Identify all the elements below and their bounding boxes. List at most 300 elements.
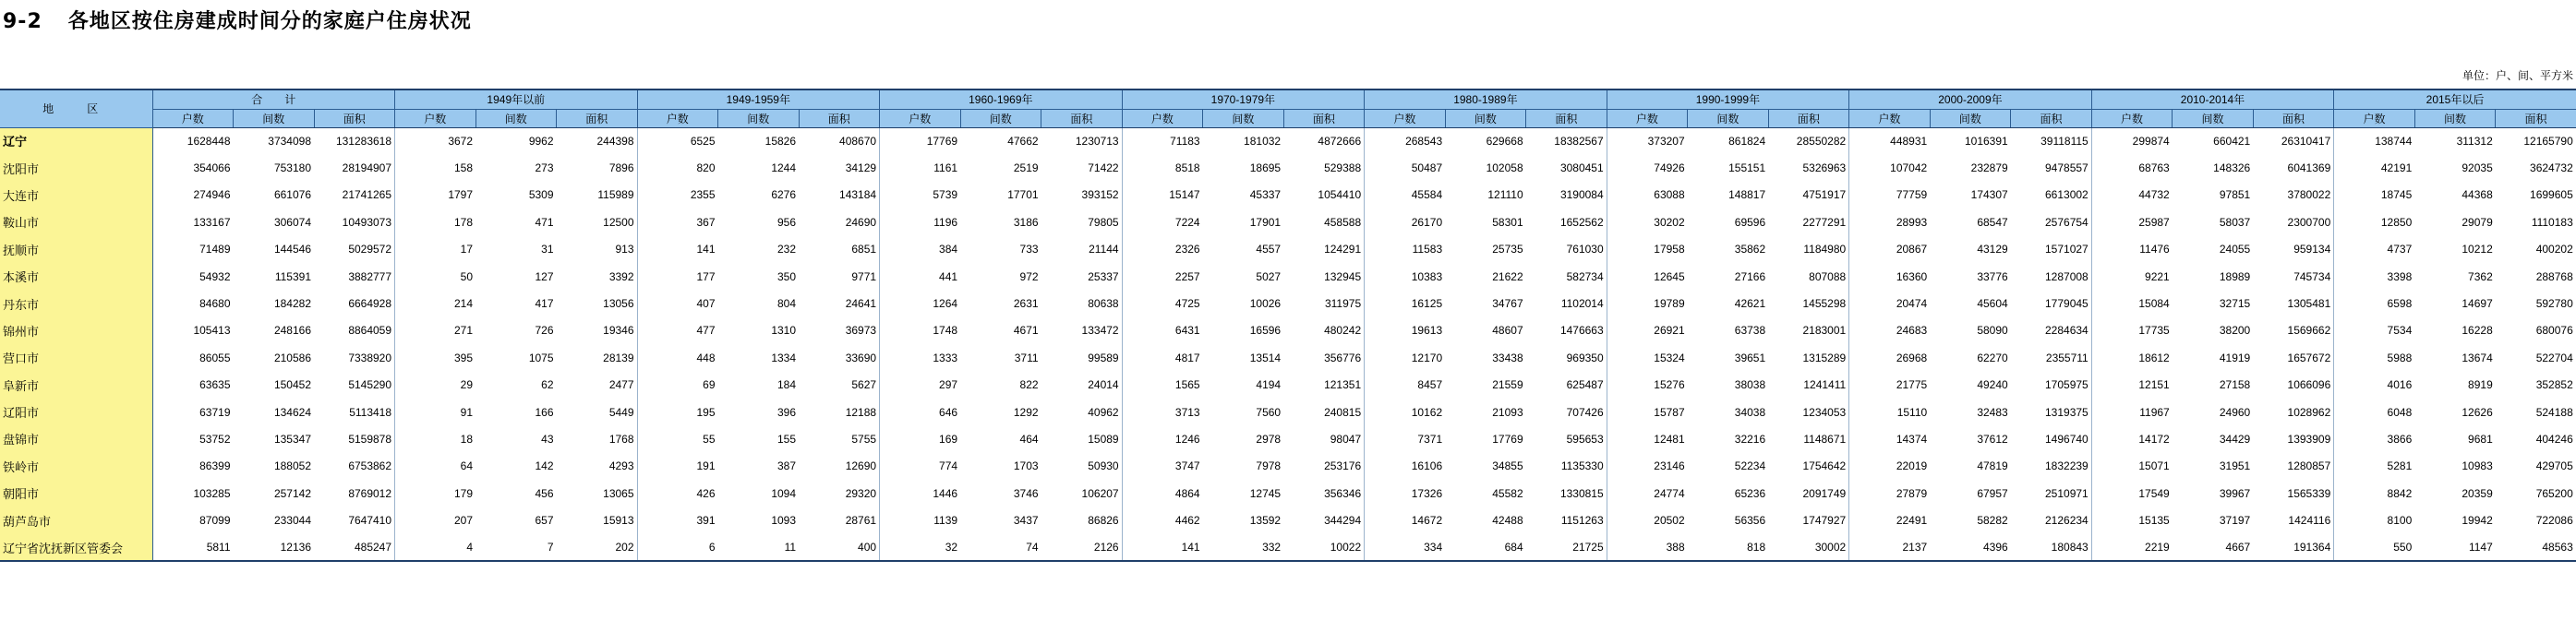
value-cell: 20474 (1896, 297, 1928, 311)
value-cell: 127 (535, 269, 554, 283)
period-group-header: 1949年以前 (395, 89, 638, 109)
value-cell: 17958 (1654, 243, 1685, 256)
value-cell: 1184980 (1768, 236, 1849, 263)
value-cell: 288768 (2496, 263, 2576, 290)
value-cell: 92035 (2462, 161, 2493, 175)
value-cell: 56356 (1734, 514, 1766, 528)
value-cell: 2284634 (2011, 317, 2092, 344)
value-cell: 352852 (2496, 372, 2576, 399)
value-cell: 1094 (771, 486, 797, 500)
value-cell: 45584 (1411, 188, 1443, 202)
value-cell: 115989 (557, 182, 638, 209)
measure-subheader: 户数 (880, 109, 961, 127)
value-cell: 387 (777, 459, 797, 473)
value-cell: 86399 (199, 459, 231, 473)
value-cell: 19346 (557, 317, 638, 344)
value-cell: 15787 (1654, 405, 1685, 419)
value-cell: 393152 (1041, 182, 1123, 209)
value-cell: 97851 (2219, 188, 2251, 202)
value-cell: 29320 (799, 480, 880, 507)
value-cell: 12850 (2380, 215, 2413, 229)
value-cell: 133167 (193, 215, 231, 229)
value-cell: 6431 (1174, 324, 1200, 338)
value-cell: 2355 (690, 188, 716, 202)
value-cell: 2219 (2091, 534, 2173, 561)
value-cell: 138744 (2375, 134, 2413, 148)
table-row (0, 209, 2576, 235)
value-cell: 50930 (1041, 453, 1123, 480)
value-cell: 707426 (1526, 399, 1607, 425)
value-cell: 3882777 (314, 263, 395, 290)
value-cell: 20867 (1896, 243, 1928, 256)
table-header (0, 89, 2576, 127)
value-cell: 184282 (273, 297, 311, 311)
value-cell: 71422 (1041, 154, 1123, 181)
value-cell: 299874 (2132, 134, 2170, 148)
value-cell: 6753862 (314, 453, 395, 480)
value-cell: 20502 (1654, 514, 1685, 528)
value-cell: 1147 (2414, 534, 2496, 561)
table-row (0, 236, 2576, 263)
measure-subheader: 间数 (718, 109, 800, 127)
value-cell: 13065 (557, 480, 638, 507)
value-cell: 12481 (1654, 432, 1685, 446)
value-cell: 1779045 (2011, 290, 2092, 316)
period-group-header: 1990-1999年 (1607, 89, 1849, 109)
value-cell: 39118115 (2011, 127, 2092, 154)
value-cell: 178 (454, 215, 474, 229)
value-cell: 158 (454, 161, 474, 175)
value-cell: 133472 (1041, 317, 1123, 344)
value-cell: 25735 (1492, 243, 1523, 256)
value-cell: 7647410 (314, 507, 395, 533)
measure-subheader: 户数 (152, 109, 234, 127)
value-cell: 15110 (1896, 405, 1928, 419)
value-cell: 69596 (1734, 215, 1766, 229)
value-cell: 33776 (1977, 269, 2008, 283)
value-cell: 2257 (1174, 269, 1200, 283)
value-cell: 2631 (1013, 297, 1039, 311)
value-cell: 1754642 (1768, 453, 1849, 480)
value-cell: 99589 (1041, 344, 1123, 371)
value-cell: 38200 (2219, 324, 2251, 338)
period-group-header: 1949-1959年 (637, 89, 880, 109)
value-cell: 5739 (933, 188, 958, 202)
region-name-cell: 鞍山市 (0, 209, 152, 235)
value-cell: 384 (939, 243, 958, 256)
value-cell: 2510971 (2011, 480, 2092, 507)
value-cell: 107042 (1890, 161, 1928, 175)
value-cell: 42191 (2380, 161, 2413, 175)
value-cell: 350 (777, 269, 797, 283)
value-cell: 253176 (1283, 453, 1365, 480)
value-cell: 155 (777, 432, 797, 446)
value-cell: 34767 (1492, 297, 1523, 311)
value-cell: 956 (777, 215, 797, 229)
value-cell: 441 (939, 269, 958, 283)
value-cell: 141 (1122, 534, 1203, 561)
value-cell: 1334 (771, 351, 797, 364)
value-cell: 87099 (199, 514, 231, 528)
value-cell: 400202 (2496, 236, 2576, 263)
value-cell: 5326963 (1768, 154, 1849, 181)
header-row-groups (0, 89, 2576, 109)
measure-subheader: 间数 (1930, 109, 2011, 127)
value-cell: 4396 (1930, 534, 2011, 561)
value-cell: 1054410 (1283, 182, 1365, 209)
measure-subheader: 户数 (1122, 109, 1203, 127)
value-cell: 71183 (1170, 134, 1200, 148)
value-cell: 5309 (528, 188, 554, 202)
value-cell: 592780 (2496, 290, 2576, 316)
value-cell: 24014 (1041, 372, 1123, 399)
value-cell: 11 (718, 534, 800, 561)
value-cell: 18 (460, 432, 474, 446)
value-cell: 1305481 (2253, 290, 2334, 316)
value-cell: 7362 (2468, 269, 2493, 283)
value-cell: 207 (454, 514, 474, 528)
value-cell: 65236 (1734, 486, 1766, 500)
value-cell: 400 (799, 534, 880, 561)
value-cell: 34129 (799, 154, 880, 181)
value-cell: 14672 (1411, 514, 1443, 528)
value-cell: 45582 (1492, 486, 1523, 500)
value-cell: 150452 (273, 378, 311, 392)
value-cell: 10162 (1411, 405, 1443, 419)
measure-subheader: 面积 (1526, 109, 1607, 127)
value-cell: 595653 (1526, 425, 1607, 452)
period-group-header: 2010-2014年 (2091, 89, 2334, 109)
value-cell: 22019 (1896, 459, 1928, 473)
value-cell: 14374 (1896, 432, 1928, 446)
value-cell: 11583 (1412, 243, 1443, 256)
value-cell: 9962 (528, 134, 554, 148)
value-cell: 1135330 (1526, 453, 1607, 480)
value-cell: 29079 (2462, 215, 2493, 229)
value-cell: 1705975 (2011, 372, 2092, 399)
region-name-cell: 辽阳市 (0, 399, 152, 425)
value-cell: 155151 (1728, 161, 1766, 175)
value-cell: 13056 (557, 290, 638, 316)
value-cell: 1455298 (1768, 290, 1849, 316)
value-cell: 1315289 (1768, 344, 1849, 371)
value-cell: 1244 (771, 161, 797, 175)
value-cell: 1657672 (2253, 344, 2334, 371)
value-cell: 765200 (2496, 480, 2576, 507)
value-cell: 25337 (1041, 263, 1123, 290)
table-row (0, 507, 2576, 533)
value-cell: 195 (696, 405, 716, 419)
value-cell: 1196 (933, 215, 958, 229)
value-cell: 1280857 (2253, 453, 2334, 480)
value-cell: 86826 (1041, 507, 1123, 533)
value-cell: 248166 (273, 324, 311, 338)
value-cell: 2091749 (1768, 480, 1849, 507)
table-row (0, 290, 2576, 316)
value-cell: 485247 (314, 534, 395, 561)
value-cell: 3186 (1013, 215, 1039, 229)
value-cell: 15324 (1654, 351, 1685, 364)
value-cell: 45604 (1977, 297, 2008, 311)
value-cell: 477 (696, 324, 716, 338)
value-cell: 12188 (799, 399, 880, 425)
value-cell: 388 (1607, 534, 1688, 561)
value-cell: 1496740 (2011, 425, 2092, 452)
value-cell: 7224 (1174, 215, 1200, 229)
value-cell: 30002 (1768, 534, 1849, 561)
value-cell: 12151 (2138, 378, 2170, 392)
value-cell: 39967 (2219, 486, 2251, 500)
value-cell: 131283618 (314, 127, 395, 154)
value-cell: 9771 (799, 263, 880, 290)
table-row (0, 453, 2576, 480)
value-cell: 24690 (799, 209, 880, 235)
value-cell: 1148671 (1768, 425, 1849, 452)
value-cell: 1832239 (2011, 453, 2092, 480)
table-row (0, 317, 2576, 344)
value-cell: 174307 (1970, 188, 2008, 202)
value-cell: 5755 (799, 425, 880, 452)
measure-subheader: 面积 (2253, 109, 2334, 127)
value-cell: 2576754 (2011, 209, 2092, 235)
measure-subheader: 间数 (1688, 109, 1769, 127)
table-body (0, 127, 2576, 561)
value-cell: 18745 (2380, 188, 2413, 202)
value-cell: 404246 (2496, 425, 2576, 452)
value-cell: 311312 (2456, 134, 2493, 148)
value-cell: 3866 (2387, 432, 2413, 446)
value-cell: 969350 (1526, 344, 1607, 371)
value-cell: 1703 (1013, 459, 1039, 473)
measure-subheader: 间数 (1203, 109, 1284, 127)
value-cell: 7534 (2387, 324, 2413, 338)
value-cell: 53752 (199, 432, 231, 446)
value-cell: 50487 (1411, 161, 1443, 175)
value-cell: 332 (1203, 534, 1284, 561)
value-cell: 188052 (273, 459, 311, 473)
value-cell: 210586 (273, 351, 311, 364)
value-cell: 25987 (2138, 215, 2170, 229)
value-cell: 753180 (273, 161, 311, 175)
value-cell: 733 (1019, 243, 1039, 256)
value-cell: 5281 (2387, 459, 2413, 473)
value-cell: 30202 (1654, 215, 1685, 229)
measure-subheader: 面积 (2011, 109, 2092, 127)
region-name-cell: 朝阳市 (0, 480, 152, 507)
value-cell: 15147 (1169, 188, 1200, 202)
value-cell: 19789 (1654, 297, 1685, 311)
value-cell: 5811 (152, 534, 234, 561)
value-cell: 629668 (1486, 134, 1523, 148)
value-cell: 4671 (1013, 324, 1039, 338)
value-cell: 726 (535, 324, 554, 338)
value-cell: 43 (541, 432, 554, 446)
value-cell: 1139 (933, 514, 958, 528)
value-cell: 44732 (2138, 188, 2170, 202)
value-cell: 7338920 (314, 344, 395, 371)
value-cell: 6664928 (314, 290, 395, 316)
value-cell: 214 (454, 297, 474, 311)
value-cell: 2137 (1849, 534, 1931, 561)
value-cell: 12136 (234, 534, 315, 561)
value-cell: 1569662 (2253, 317, 2334, 344)
value-cell: 103285 (193, 486, 231, 500)
value-cell: 58037 (2219, 215, 2251, 229)
table-row (0, 344, 2576, 371)
value-cell: 32 (880, 534, 961, 561)
value-cell: 1241411 (1768, 372, 1849, 399)
measure-subheader: 面积 (1283, 109, 1365, 127)
value-cell: 50 (460, 269, 474, 283)
value-cell: 15826 (764, 134, 797, 148)
value-cell: 774 (939, 459, 958, 473)
value-cell: 240815 (1283, 399, 1365, 425)
value-cell: 3437 (1013, 514, 1039, 528)
value-cell: 448931 (1890, 134, 1928, 148)
value-cell: 660421 (2213, 134, 2251, 148)
value-cell: 27166 (1734, 269, 1766, 283)
value-cell: 34855 (1492, 459, 1523, 473)
value-cell: 21775 (1896, 378, 1928, 392)
value-cell: 15089 (1041, 425, 1123, 452)
value-cell: 12626 (2462, 405, 2493, 419)
region-name-cell: 大连市 (0, 182, 152, 209)
page-title (3, 6, 472, 34)
measure-subheader: 间数 (2414, 109, 2496, 127)
period-group-header: 1960-1969年 (880, 89, 1123, 109)
measure-subheader: 面积 (314, 109, 395, 127)
value-cell: 3190084 (1526, 182, 1607, 209)
value-cell: 1161 (933, 161, 958, 175)
value-cell: 9681 (2468, 432, 2493, 446)
value-cell: 55 (703, 432, 716, 446)
value-cell: 34038 (1734, 405, 1766, 419)
value-cell: 4751917 (1768, 182, 1849, 209)
value-cell: 17326 (1411, 486, 1443, 500)
value-cell: 1330815 (1526, 480, 1607, 507)
value-cell: 3747 (1174, 459, 1200, 473)
value-cell: 3713 (1174, 405, 1200, 419)
value-cell: 4194 (1256, 378, 1282, 392)
value-cell: 972 (1019, 269, 1039, 283)
value-cell: 625487 (1526, 372, 1607, 399)
value-cell: 21144 (1041, 236, 1123, 263)
value-cell: 1093 (771, 514, 797, 528)
value-cell: 67957 (1977, 486, 2008, 500)
value-cell: 12745 (1249, 486, 1282, 500)
table-row (0, 182, 2576, 209)
value-cell: 28761 (799, 507, 880, 533)
value-cell: 684 (1445, 534, 1526, 561)
value-cell: 26968 (1896, 351, 1928, 364)
value-cell: 28993 (1896, 215, 1928, 229)
value-cell: 22491 (1896, 514, 1928, 528)
value-cell: 8100 (2387, 514, 2413, 528)
value-cell: 11967 (2139, 405, 2170, 419)
value-cell: 98047 (1283, 425, 1365, 452)
table-row (0, 263, 2576, 290)
value-cell: 913 (557, 236, 638, 263)
value-cell: 33690 (799, 344, 880, 371)
value-cell: 10212 (2462, 243, 2493, 256)
value-cell: 143184 (799, 182, 880, 209)
value-cell: 181032 (1244, 134, 1282, 148)
value-cell: 582734 (1526, 263, 1607, 290)
region-name-cell: 沈阳市 (0, 154, 152, 181)
value-cell: 1110183 (2496, 209, 2576, 235)
value-cell: 417 (535, 297, 554, 311)
value-cell: 79805 (1041, 209, 1123, 235)
value-cell: 12170 (1411, 351, 1443, 364)
region-name-cell: 葫芦岛市 (0, 507, 152, 533)
value-cell: 7896 (557, 154, 638, 181)
value-cell: 49240 (1977, 378, 2008, 392)
value-cell: 311975 (1283, 290, 1365, 316)
value-cell: 1797 (448, 188, 474, 202)
value-cell: 15135 (2138, 514, 2170, 528)
value-cell: 18695 (1249, 161, 1282, 175)
value-cell: 1246 (1174, 432, 1200, 446)
value-cell: 3746 (1013, 486, 1039, 500)
value-cell: 4293 (557, 453, 638, 480)
value-cell: 5113418 (314, 399, 395, 425)
value-cell: 426 (696, 486, 716, 500)
value-cell: 58090 (1977, 324, 2008, 338)
value-cell: 18989 (2219, 269, 2251, 283)
value-cell: 43129 (1977, 243, 2008, 256)
value-cell: 8842 (2387, 486, 2413, 500)
value-cell: 344294 (1283, 507, 1365, 533)
value-cell: 177 (696, 269, 716, 283)
value-cell: 1393909 (2253, 425, 2334, 452)
value-cell: 17701 (1007, 188, 1039, 202)
value-cell: 37612 (1977, 432, 2008, 446)
value-cell: 34429 (2219, 432, 2251, 446)
value-cell: 3624732 (2496, 154, 2576, 181)
value-cell: 64 (460, 459, 474, 473)
value-cell: 4725 (1174, 297, 1200, 311)
value-cell: 1476663 (1526, 317, 1607, 344)
value-cell: 12165790 (2496, 127, 2576, 154)
value-cell: 91 (460, 405, 474, 419)
value-cell: 5029572 (314, 236, 395, 263)
value-cell: 74926 (1654, 161, 1685, 175)
value-cell: 16360 (1896, 269, 1928, 283)
measure-subheader: 面积 (1041, 109, 1123, 127)
value-cell: 33438 (1492, 351, 1523, 364)
value-cell: 12645 (1654, 269, 1685, 283)
value-cell: 27879 (1896, 486, 1928, 500)
value-cell: 169 (939, 432, 958, 446)
table-row (0, 534, 2576, 561)
period-group-header: 2000-2009年 (1849, 89, 2092, 109)
value-cell: 8457 (1417, 378, 1443, 392)
value-cell: 395 (454, 351, 474, 364)
value-cell: 121110 (1487, 188, 1523, 202)
value-cell: 179 (454, 486, 474, 500)
value-cell: 1066096 (2253, 372, 2334, 399)
value-cell: 40962 (1041, 399, 1123, 425)
region-name-cell: 本溪市 (0, 263, 152, 290)
value-cell: 12690 (799, 453, 880, 480)
value-cell: 52234 (1734, 459, 1766, 473)
value-cell: 1652562 (1526, 209, 1607, 235)
value-cell: 745734 (2253, 263, 2334, 290)
value-cell: 1565 (1174, 378, 1200, 392)
value-cell: 184 (777, 378, 797, 392)
value-cell: 7371 (1417, 432, 1443, 446)
value-cell: 524188 (2496, 399, 2576, 425)
